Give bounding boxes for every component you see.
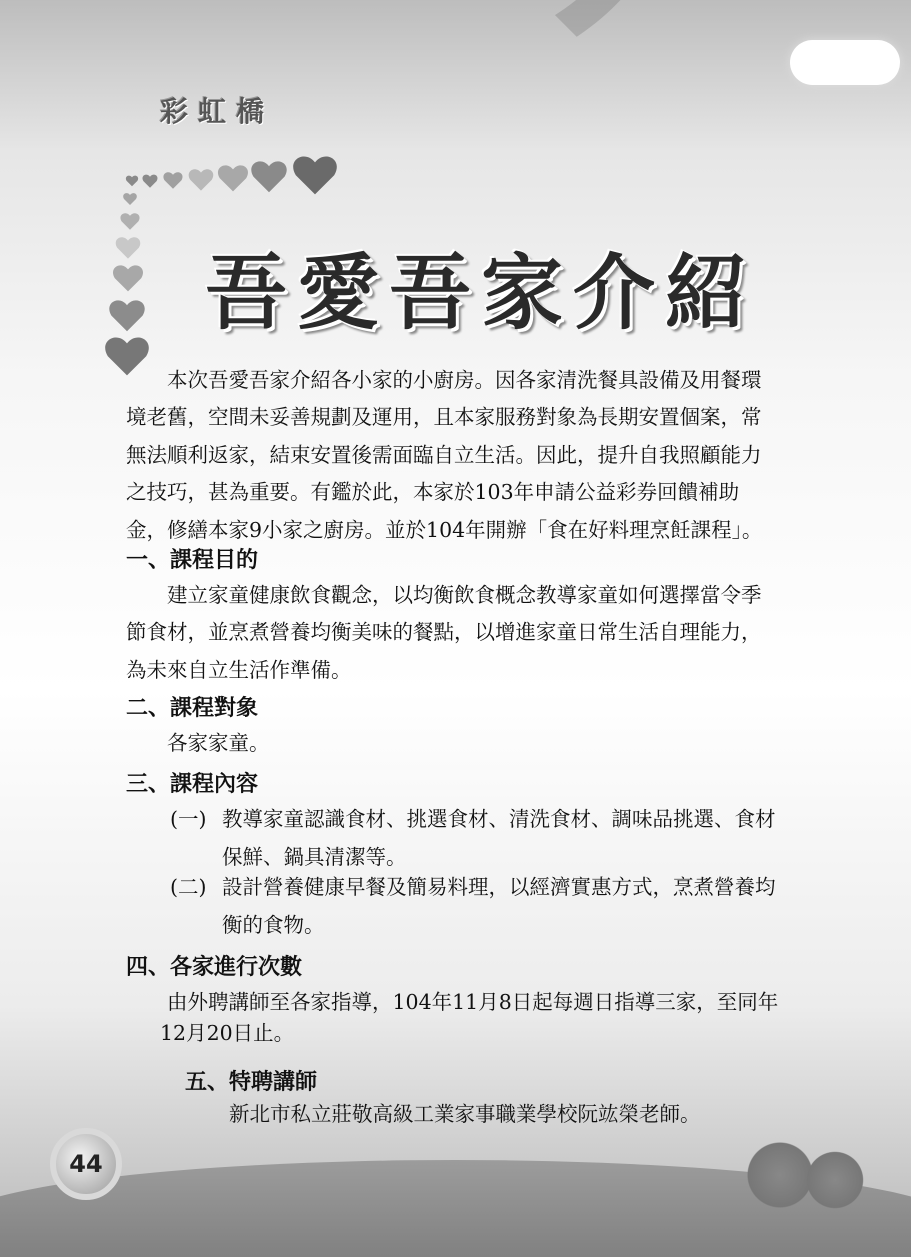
list-item-line: 設計營養健康早餐及簡易料理，以經濟實惠方式，烹煮營養均: [222, 875, 776, 899]
rainbow-decoration: [0, 0, 660, 120]
list-item-line: 保鮮、鍋具清潔等。: [222, 844, 407, 869]
intro-line: 本次吾愛吾家介紹各小家的小廚房。因各家清洗餐具設備及用餐環: [167, 368, 762, 392]
section-text: 各家家童。: [167, 731, 270, 755]
section-text: [126, 577, 790, 615]
list-item: [222, 801, 790, 876]
section-heading: 一、課程目的: [126, 548, 259, 573]
page-number: 44: [50, 1128, 122, 1200]
magazine-header: 彩虹橋: [160, 95, 275, 128]
list-item-line: 教導家童認識食材、挑選食材、清洗食材、調味品挑選、食材: [222, 807, 776, 831]
section-heading: 四、各家進行次數: [126, 955, 303, 980]
list-item: [222, 869, 790, 944]
intro-line: 境老舊，空間未妥善規劃及運用，且本家服務對象為長期安置個案，常: [126, 405, 762, 429]
intro-line: 之技巧，甚為重要。有鑑於此，本家於103年申請公益彩券回饋補助: [126, 480, 740, 504]
section-line: 建立家童健康飲食觀念，以均衡飲食概念教導家童如何選擇當令季: [167, 583, 762, 607]
intro-paragraph-cont: [126, 399, 790, 549]
section-text: 新北市私立莊敬高級工業家事職業學校阮竑榮老師。: [229, 1102, 701, 1126]
page-title: 吾愛吾家介紹: [205, 245, 758, 341]
list-item-label: (二): [170, 875, 207, 899]
section-line: 12月20日止。: [160, 1021, 295, 1045]
section-line: 由外聘講師至各家指導，104年11月8日起每週日指導三家，至同年: [167, 990, 779, 1014]
intro-line: 無法順利返家，結束安置後需面臨自立生活。因此，提升自我照顧能力: [126, 442, 762, 467]
cloud-decoration: [790, 40, 900, 85]
section-line: 為未來自立生活作準備。: [126, 657, 352, 682]
section-line: 節食材，並烹煮營養均衡美味的餐點，以增進家童日常生活自理能力，: [126, 620, 762, 644]
section-text: [126, 614, 790, 689]
section-text: [160, 1015, 760, 1053]
section-heading: 五、特聘講師: [185, 1070, 318, 1095]
list-item-line: 衡的食物。: [222, 912, 325, 937]
section-heading: 三、課程內容: [126, 772, 259, 797]
intro-paragraph: [126, 362, 790, 400]
intro-line: 金，修繕本家9小家之廚房。並於104年開辦「食在好料理烹飪課程」。: [126, 517, 763, 542]
list-item-label: (一): [170, 807, 207, 831]
tree-decoration: [800, 1150, 870, 1210]
section-heading: 二、課程對象: [126, 696, 259, 721]
